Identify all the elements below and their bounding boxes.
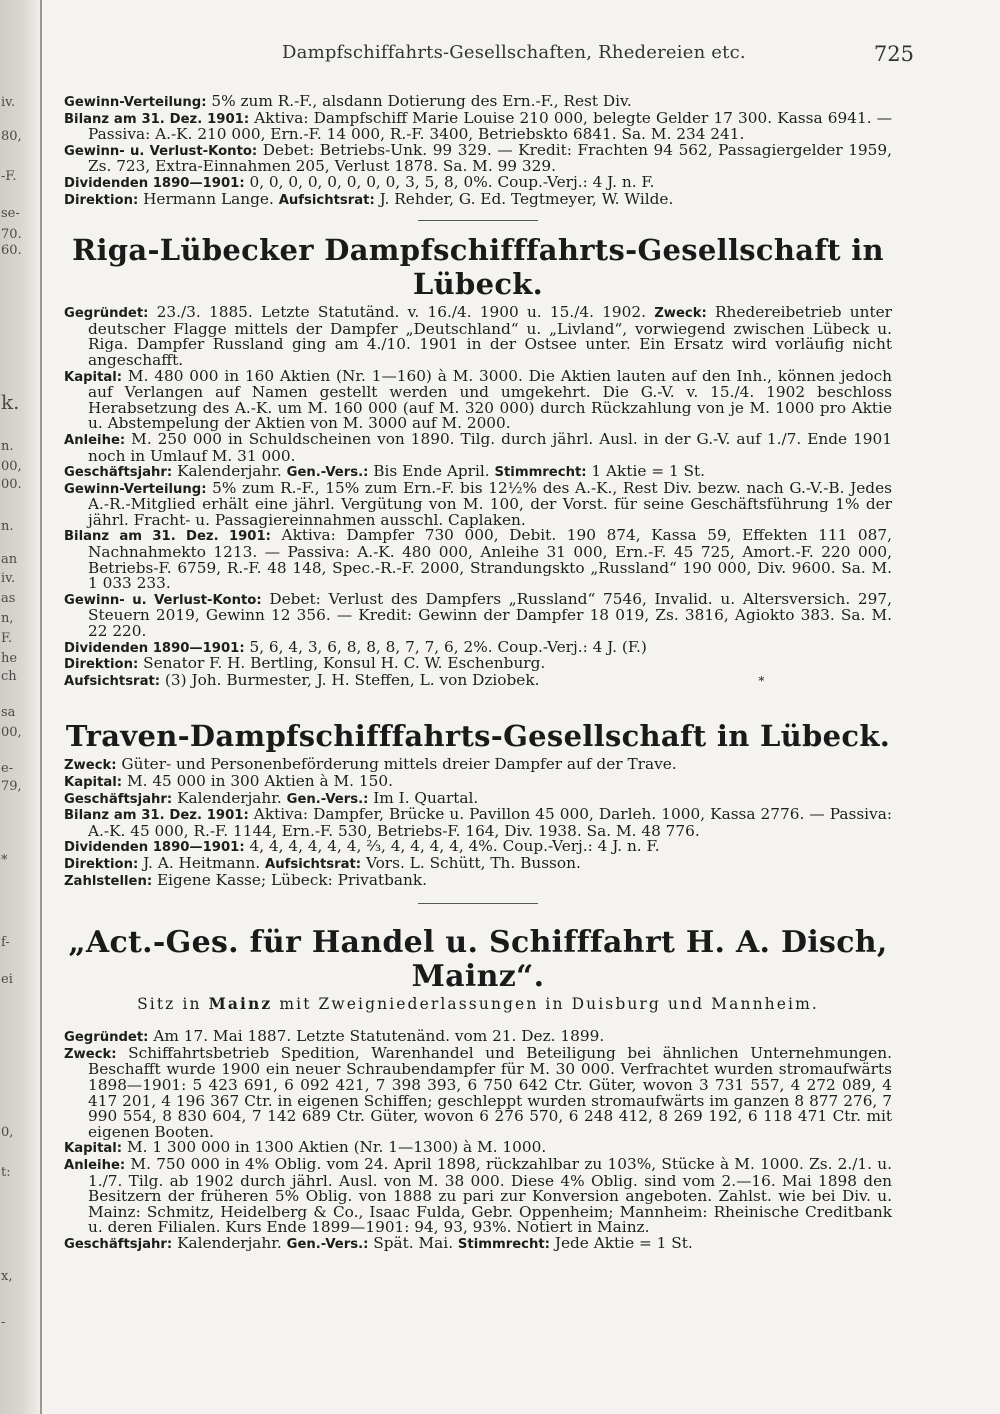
- margin-fragment: 00.: [1, 477, 22, 492]
- entry-text: 5, 6, 4, 3, 6, 8, 8, 8, 7, 7, 6, 2%. Coup.-Verj.: 4 J. (F.): [244, 637, 647, 656]
- entry-label: Stimmrecht:: [494, 465, 587, 481]
- company-entries: [64, 305, 892, 689]
- entry-direktion: [64, 189, 892, 209]
- entry-text: Hermann Lange.: [138, 189, 279, 208]
- entry-bilanz: [64, 108, 893, 144]
- margin-fragment: an: [1, 552, 18, 567]
- entry-label: Direktion:: [64, 192, 139, 208]
- entry-text: Senator F. H. Bertling, Konsul H. C. W. Eschenburg.: [138, 654, 546, 673]
- entry-geschaeftsjahr: [64, 1233, 892, 1253]
- entry-label: Direktion:: [64, 657, 139, 673]
- company-title: „Act.-Ges. für Handel u. Schifffahrt H. A. Disch, Mainz“.: [68, 925, 888, 995]
- entry-label: Aufsichtsrat:: [64, 673, 161, 689]
- company-entries: [64, 1029, 892, 1252]
- entry-text: Debet: Verlust des Dampfers „Russland“ 7546, Invalid. u. Altersversich. 297, Steuern 2019, Gewinn 12 356. — Kredit: Gewinn der Dampfer 18 019, Zs. 3816, Agiokto 383. Sa. M. 22 220.: [88, 589, 892, 641]
- entry-text: M. 45 000 in 300 Aktien à M. 150.: [122, 772, 393, 790]
- subtitle-text: mit Zweigniederlassungen in Duisburg und Mannheim.: [272, 995, 819, 1014]
- entry-label: Dividenden 1890—1901:: [64, 640, 245, 656]
- entry-label: Zahlstellen:: [64, 873, 153, 889]
- entry-label: Bilanz am 31. Dez. 1901:: [64, 111, 250, 127]
- entry-label: Gen.-Vers.:: [286, 1236, 369, 1252]
- entry-text: M. 480 000 in 160 Aktien (Nr. 1—160) à M. 3000. Die Aktien lauten auf den Inh., können jedoch auf Verlangen auf Namen gestellt werden und umgekehrt. Die G.-V. v. 15./4. 1902 beschloss Herabsetzung des A.-K. um M. 160 000 (auf M. 320 000) durch Rückzahlung von je M. 1000 pro Aktie u. Abstempelung der Aktien von M. 3000 auf M. 2000.: [88, 366, 892, 433]
- entry-label: Gegründet:: [64, 306, 149, 322]
- margin-fragment: x,: [1, 1269, 13, 1284]
- entry-text: Kalenderjahr.: [172, 1233, 287, 1252]
- entry-label: Gen.-Vers.:: [286, 465, 369, 481]
- entry-label: Kapital:: [64, 369, 123, 385]
- entry-label: Gewinn- u. Verlust-Konto:: [64, 592, 262, 608]
- margin-fragment: n,: [1, 611, 14, 626]
- margin-fragment: 0,: [1, 1125, 14, 1140]
- section-separator: [418, 220, 538, 221]
- entry-label: Aufsichtsrat:: [278, 192, 375, 208]
- entry-text: M. 250 000 in Schuldscheinen von 1890. Tilg. durch jährl. Ausl. in der G.-V. auf 1./7. Ende 1901 noch in Umlauf M. 31 000.: [88, 429, 892, 465]
- entry-anleihe: [64, 429, 892, 465]
- margin-fragment: ch: [1, 669, 17, 684]
- entry-text: 23./3. 1885. Letzte Statutänd. v. 16./4. 1900 u. 15./4. 1902.: [148, 303, 655, 322]
- margin-fragment: 00,: [1, 459, 22, 474]
- entry-label: Zweck:: [64, 758, 117, 774]
- entry-label: Anleihe:: [64, 432, 126, 448]
- page-content: [64, 94, 892, 1252]
- entry-text: M. 1 300 000 in 1300 Aktien (Nr. 1—1300) à M. 1000.: [122, 1138, 547, 1157]
- entry-label: Kapital:: [64, 1141, 123, 1157]
- entry-text: J. Rehder, G. Ed. Tegtmeyer, W. Wilde.: [374, 189, 674, 208]
- entry-label: Gegründet:: [64, 1030, 149, 1046]
- margin-fragment: 79,: [1, 779, 22, 794]
- entry-bilanz: [64, 528, 892, 591]
- entry-label: Geschäftsjahr:: [64, 791, 173, 807]
- entry-text: 1 Aktie = 1 St.: [586, 462, 706, 481]
- entry-text: Vors. L. Schütt, Th. Busson.: [361, 853, 581, 872]
- company-entries: [64, 757, 892, 889]
- entry-label: Dividenden 1890—1901:: [64, 840, 245, 856]
- margin-fragment: he: [1, 651, 18, 666]
- entry-text: Aktiva: Dampfer, Brücke u. Pavillon 45 000, Darleh. 1000, Kassa 2776. — Passiva: A.-K. 45 000, R.-F. 1144, Ern.-F. 530, Betriebs-F. 164, Div. 1938. Sa. M. 48 776.: [88, 805, 892, 840]
- entry-text: Jede Aktie = 1 St.: [549, 1233, 693, 1252]
- margin-fragment: as: [1, 591, 16, 606]
- entry-gewinn-verteilung: [64, 478, 892, 529]
- entry-text: J. A. Heitmann.: [138, 853, 266, 872]
- entry-gewinn-verlust: [64, 140, 892, 176]
- margin-fragment: 80,: [1, 129, 22, 144]
- entry-text: Schiffahrtsbetrieb Spedition, Warenhandel und Beteiligung bei ähnlichen Unternehmungen. Beschafft wurde 1900 ein neuer Schraubendampfer für M. 30 000. Verfrachtet wurden stromaufwärts 1898—1901: 5 423 691, 6 092 421, 7 398 393, 6 750 642 Ctr. Güter, wovon 3 731 557, 4 272 089, 4 417 201, 4 196 367 Ctr. in eigenen Schiffen; geschleppt wurden stromaufwärts im ganzen 8 877 276, 7 990 554, 8 830 604, 7 142 689 Ctr. Güter, wovon 6 276 570, 6 248 412, 8 269 192, 6 118 471 Ctr. mit eigenen Booten.: [88, 1043, 892, 1141]
- margin-fragment: n.: [1, 439, 14, 454]
- entry-text: 4, 4, 4, 4, 4, 4, ⅔, 4, 4, 4, 4, 4%. Coup.-Verj.: 4 J. n. F.: [244, 837, 660, 856]
- entry-text: Im I. Quartal.: [368, 788, 479, 807]
- margin-fragment: iv.: [1, 95, 16, 110]
- entry-text: Aktiva: Dampfschiff Marie Louise 210 000, belegte Gelder 17 300. Kassa 6941. — Passiva: A.-K. 210 000, Ern.-F. 14 000, R.-F. 3400, Betriebskto 6841. Sa. M. 234 241.: [88, 108, 893, 144]
- margin-fragment: F.: [1, 631, 13, 646]
- footnote-star: *: [758, 673, 765, 688]
- section-separator: [418, 903, 538, 904]
- margin-fragment: -F.: [1, 169, 17, 184]
- entry-label: Gen.-Vers.:: [286, 791, 369, 807]
- entry-label: Zweck:: [654, 306, 707, 322]
- entry-label: Geschäftsjahr:: [64, 1236, 173, 1252]
- margin-fragment: sa: [1, 705, 16, 720]
- entry-text: Kalenderjahr.: [172, 788, 287, 807]
- entry-label: Geschäftsjahr:: [64, 465, 173, 481]
- margin-fragment: ei: [1, 972, 13, 987]
- margin-fragment: e-: [1, 761, 14, 776]
- entry-text: Güter- und Personenbeförderung mittels dreier Dampfer auf der Trave.: [116, 755, 677, 774]
- header-title: Dampfschiffahrts-Gesellschaften, Rhedereien etc.: [282, 42, 746, 63]
- margin-fragment: 70.: [1, 227, 22, 242]
- section-continuation: [64, 94, 892, 208]
- subtitle-city: Mainz: [208, 994, 273, 1014]
- subtitle-text: Sitz in: [137, 995, 209, 1014]
- entry-text: Aktiva: Dampfer 730 000, Debit. 190 874, Kassa 59, Effekten 111 087, Nachnahmekto 1213. — Passiva: A.-K. 480 000, Anleihe 31 000, Ern.-F. 45 725, Amort.-F. 220 000, Betriebs-F. 6759, R.-F. 48 148, Spec.-R.-F. 2000, Strandungskto „Russland“ 190 000, Div. 9600. Sa. M. 1 033 233.: [88, 526, 892, 593]
- running-header: [102, 42, 914, 72]
- entry-text: Debet: Betriebs-Unk. 99 329. — Kredit: Frachten 94 562, Passagiergelder 1959, Zs. 723, Extra-Einnahmen 205, Verlust 1878. Sa. M. 99 329.: [88, 140, 892, 176]
- entry-label: Gewinn-Verteilung:: [64, 95, 207, 110]
- page-number: 725: [873, 42, 914, 66]
- entry-label: Direktion:: [64, 856, 139, 872]
- entry-text: Kalenderjahr.: [172, 462, 287, 481]
- entry-label: Anleihe:: [64, 1157, 126, 1173]
- entry-text: 0, 0, 0, 0, 0, 0, 0, 0, 3, 5, 8, 0%. Coup.-Verj.: 4 J. n. F.: [244, 172, 655, 191]
- entry-kapital: [64, 366, 892, 433]
- entry-text: Rhedereibetrieb unter deutscher Flagge mittels der Dampfer „Deutschland“ u. „Livland“, vorwiegend zwischen Lübeck u. Riga. Dampfer Russland ging am 4./10. 1901 in der Ostsee unter. Ein Ersatz wird vorläufig nicht angeschafft.: [88, 303, 892, 369]
- entry-label: Zweck:: [64, 1046, 117, 1062]
- entry-label: Aufsichtsrat:: [265, 856, 362, 872]
- entry-label: Bilanz am 31. Dez. 1901:: [64, 808, 249, 824]
- margin-fragment: 00,: [1, 725, 22, 740]
- entry-gegruendet: [64, 305, 892, 368]
- entry-text: Bis Ende April.: [368, 462, 495, 481]
- entry-text: Am 17. Mai 1887. Letzte Statutenänd. vom 21. Dez. 1899.: [148, 1027, 605, 1046]
- company-title: Riga-Lübecker Dampfschifffahrts-Gesellschaft in Lübeck.: [72, 233, 884, 302]
- company-subtitle: [64, 994, 892, 1013]
- entry-text: Spät. Mai.: [368, 1233, 458, 1252]
- margin-fragment: se-: [1, 206, 20, 221]
- entry-zahlstellen: [64, 870, 892, 890]
- entry-text: (3) Joh. Burmester, J. H. Steffen, L. von Dziobek.: [160, 670, 540, 689]
- entry-text: M. 750 000 in 4% Oblig. vom 24. April 1898, rückzahlbar zu 103%, Stücke à M. 1000. Zs. 2./1. u. 1./7. Tilg. ab 1902 durch jährl. Ausl. von M. 38 000. Diese 4% Oblig. sind vom 2.—16. Mai 1898 den Besitzern der früheren 5% Oblig. von 1888 zu pari zur Konversion angeboten. Zahlst. wie bei Div. u. Mainz: Schmitz, Heidelberg & Co., Isaac Fulda, Gebr. Oppenheim; Mannheim: Rheinische Creditbank u. deren Filialen. Kurs Ende 1899—1901: 94, 93, 93%. Notiert in Mainz.: [88, 1154, 892, 1237]
- entry-gewinn-verlust: [64, 589, 892, 641]
- entry-label: Bilanz am 31. Dez. 1901:: [64, 529, 271, 545]
- entry-text: 5% zum R.-F., 15% zum Ern.-F. bis 12½% des A.-K., Rest Div. bezw. nach G.-V.-B. Jedes A.-R.-Mitglied erhält eine jährl. Vergütung von M. 100, der Vorst. für seine Geschäftsführung 1% der jährl. Fracht- u. Passagiereinnahmen ausschl. Caplaken.: [88, 478, 892, 529]
- margin-fragment: -: [1, 1315, 6, 1330]
- entry-zweck: [64, 1043, 892, 1141]
- entry-bilanz: [64, 807, 892, 839]
- entry-anleihe: [64, 1154, 892, 1237]
- margin-fragment: t:: [1, 1165, 11, 1180]
- margin-fragment: k.: [1, 390, 20, 414]
- margin-fragment: *: [1, 853, 8, 868]
- entry-label: Kapital:: [64, 775, 123, 790]
- entry-label: Stimmrecht:: [457, 1236, 550, 1252]
- entry-aufsichtsrat: [64, 670, 892, 690]
- entry-label: Gewinn- u. Verlust-Konto:: [64, 143, 258, 159]
- margin-fragment: f-: [1, 935, 10, 950]
- margin-fragment: iv.: [1, 571, 16, 586]
- entry-label: Dividenden 1890—1901:: [64, 175, 245, 191]
- margin-fragment: 60.: [1, 243, 22, 258]
- company-title: Traven-Dampfschifffahrts-Gesellschaft in Lübeck.: [65, 719, 891, 754]
- margin-fragment: n.: [1, 519, 14, 534]
- entry-text: 5% zum R.-F., alsdann Dotierung des Ern.-F., Rest Div.: [206, 92, 632, 110]
- entry-label: Gewinn-Verteilung:: [64, 481, 207, 497]
- entry-text: Eigene Kasse; Lübeck: Privatbank.: [152, 870, 427, 889]
